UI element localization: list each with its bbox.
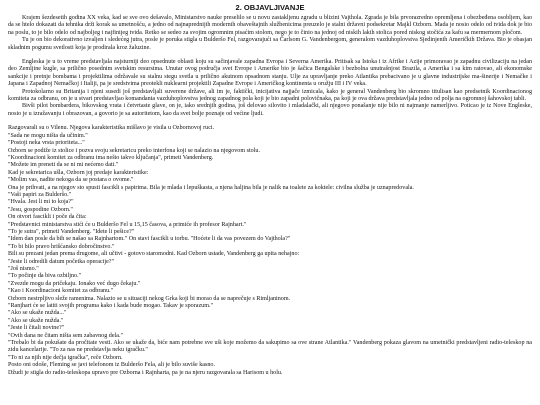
dialogue-line: "Ako se ukaže nužda." (8, 317, 64, 324)
dialogue-line: "To počinje da biva ozbiljno." (8, 273, 82, 280)
paragraph-gap (8, 118, 532, 125)
dialogue-line: On otvori fascikli i poče da čita: (8, 214, 87, 221)
chapter-title: 2. OBJAVLJIVANJE (235, 3, 305, 12)
dialogue-line: Ona je prihvati, a na njegov sto spusti fascikli s papirima. Bila je mlada i lepuškasta, a njena haljina bila je nalik na toalete za koktele: civilna služba je uznapredovala. (8, 184, 414, 191)
dialogue-line: "Molim vas, nađite nekoga da se postara o ovome." (8, 177, 134, 184)
paragraph-gap (8, 52, 532, 59)
dialogue-line: "Idem dan posle da bih se našao sa Rajnhartom." On stavi fascikli u torbu. "Hoćete li da vas povezem do Vajtholа?" (8, 236, 291, 243)
dialogue-line: "Jeste li odredili datum početka operacije?" (8, 258, 114, 265)
dialogue-line: Kad je sekretarica ušla, Ozborn joj predaje karakteristike: (8, 169, 149, 176)
dialogue-line: "Hvala. Jest li mi to koja?" (8, 199, 74, 206)
dialogue-line: "Još nismo." (8, 266, 39, 272)
dialogue-line: Ozborn nestrpljivo sleže ramenima. Nalazio se u situaciji nekog Grka koji bi morao da se naprečuje s Rimljaninom. (8, 295, 291, 302)
dialogue-line: "Predstavnici ministarstva stići će u Bulderšo Fel u 15,15 časova, a primiće ih profesor Rajnhart." (8, 221, 247, 228)
dialogue-line: "Trebalo bi da pokušate da pročitate vesti. Ako se ukaže da, biće nam potrebne sve uši koje možemo da sakupimo sa ove strane Atlantika." Vandenberg pokaza glavom na umetnički predstavljeni radio-teleskop na zidu kancelarije. "To za nas ne predstavlja neku igračku." (8, 340, 532, 354)
dialogue-line: "Sada ne mogu ništa da učinim." (8, 132, 88, 139)
dialogue-line: "Ako se ukaže nužda..." (8, 310, 67, 317)
dialogue-line: "Kao i Koordinacioni komitet za odbranu." (8, 288, 114, 295)
paragraph: Krajem šezdesetih godina XX veka, kad se sve ovo dešavalo, Ministarstvo nauke preselilo se u novu zastakljenu zgradu u blizini Vajtholа. Zgrada je bila prvorazredno opremljena i obezbeđena osobljem, kao da se htelo dokazati da tehnika drži korak sa umetnošću, a jedno od najnaprednijih modernih obaveštajnih službenicima preuzelo je stalni državni podsekretar Majkl Ozborn. Mada je nosio odelo od tvida dok je bio na poslu, to je bilo odelo od najboljeg i najfinijeg tvida. Retko se sedeo za svojim ogromnim pisaćim stolom, nego je to činio na jednoj od niskih lakih stolica pored niskog stočića za kafu sa mermernom pločom. (8, 15, 532, 36)
dialogue-line: "Postoji neka vrsta prioriteta..." (8, 140, 85, 147)
dialogue-line: "Jeste li čitali novine?" (8, 325, 65, 332)
dialogue-line: "Zvezde mogu da pričekaju. Ionako već dugo čekaju." (8, 280, 141, 287)
dialogue-line: "To ni za njih nije dečja igračka", reče Ozborn. (8, 354, 123, 361)
paragraph: Tu je on bio dekorativno izvaljen i sledećeg jutra, posle je poruka stigla u Bulderšo Fel, razgovarajući sa Čarlsom G. Vandenbergom, generalom vazduhoplovstva Sjedinjenih Američkih Država. Bio je obasjan skladnim pogumu svetlosti koja je prodirala kroz žaluzine. (8, 37, 532, 51)
dialogue-line: "Koordinacioni komitet za odbranu ima nešto takvo ključanja", primeti Vandenberg. (8, 154, 214, 161)
dialogue-line: "Ranjhart će se latiti svojih programa kako i kada bude mogao. Takav je sporazum." (8, 303, 213, 310)
dialogue-line: "To bi bilo pravo hrišćansko dobročinstvo." (8, 243, 115, 250)
paragraph: Bivši pilot bombardera, bikovskog vrata i četvrtaste glave, on je, iako srednjih godina, još delovao silovito i mladalački, ali njegovo ponašanje nije bilo ni najmanje namerljivo. Poticao je iz Nove Engleske, nosio je u izražavanju i obrazovan, a govorio je sa autoritetom, kao da svet bolje poznaje od većine ljudi. (8, 103, 532, 117)
dialogue-line: Razgovarali su o Vilenu. Njegova karakteristika mišlavo je visila u Ozbornovoj ruci. (8, 125, 215, 132)
dialogue-line: Ozborn se podiže iz stolice i pozva svoju sekretaricu preko interfona koji se nalazio na njegovom stolu. (8, 147, 260, 154)
paragraph: Engleska je u to vreme predstavljala najsturniji deo opsednute oblasti koju su sačinjavale zapadna Evropa i Severna Amerika. Pritisak sa Istoka i iz Afrike i Azije primoravao je zapadnu civilizaciju na jedan deo Zemljine kugle, sa prilično posednim svetskim resursima. Unutar ovog područja svet Evrope i Amerike bio je šačica Bengalske i bezbolna unutrašnjost Brazila, a Amerika i sa kim ratovao, ali ekonomske sankcije i pretnje bombama i projektilima održavale su stalnu stegu svetla u prilično akutnom opsadnom stanju. Ulje za upravljanje preko Atlantika prebacivano je u glavne industrijske ma-šinerije i Nemačke i Japana i Zapadnoj Nemačkoj i Italiji, pa je sredstvima preotekli nuklearni projektili Zapadne Evrope i Američkog kontinenta u oružju III i IV veka. (8, 59, 532, 88)
dialogue-line: "Vaši papiri za Bulderšo." (8, 191, 72, 198)
paragraph: Protokolarno su Britanija i njeni susedi još predstavljali suverene države, ali im je, faktički, inicijativa najjače izmicala, kako je general Vandenberg bio skromno titulisan kao predsetnik Koordinacionog komiteta za odbranu, on je u stvari predstavljao komandanta vazduhoplovstva jednog zapadnog pola koji je bio zapadni polovičnaka, pa koji je ova država predstavljala jedno od polja na ogromnoj šahovskoj tabli. (8, 88, 532, 103)
dialogue-line: Džudi je stigla do radio-teleskopa upravo pre Ozborna i Rajnharta, pa je na njeru razgovarala sa Harisom u holu. (8, 369, 283, 376)
dialogue-line: "Ovih dana ne čitam ništa sem zabavnog dela." (8, 332, 123, 339)
dialogue-line: "Možete im preneti da se ni mi nećemo dati." (8, 162, 119, 169)
dialogue-line: "To je sutra", primeti Vandenberg. "Idete li pešice?" (8, 228, 135, 235)
dialogue-line: "Jesu, gospodine Ozborn." (8, 206, 73, 213)
dialogue-line: Posto oni odoše, Fleming se javi telefonom iz Bulderšo Fela, ali je bilo suviše kasno. (8, 362, 215, 369)
dialogue-line: Bili su prezani jedan prema drugome, ali učtivi - gotovo staromodni. Kad Ozborn ustade, Vandenberg ga upita nehajno: (8, 251, 300, 258)
